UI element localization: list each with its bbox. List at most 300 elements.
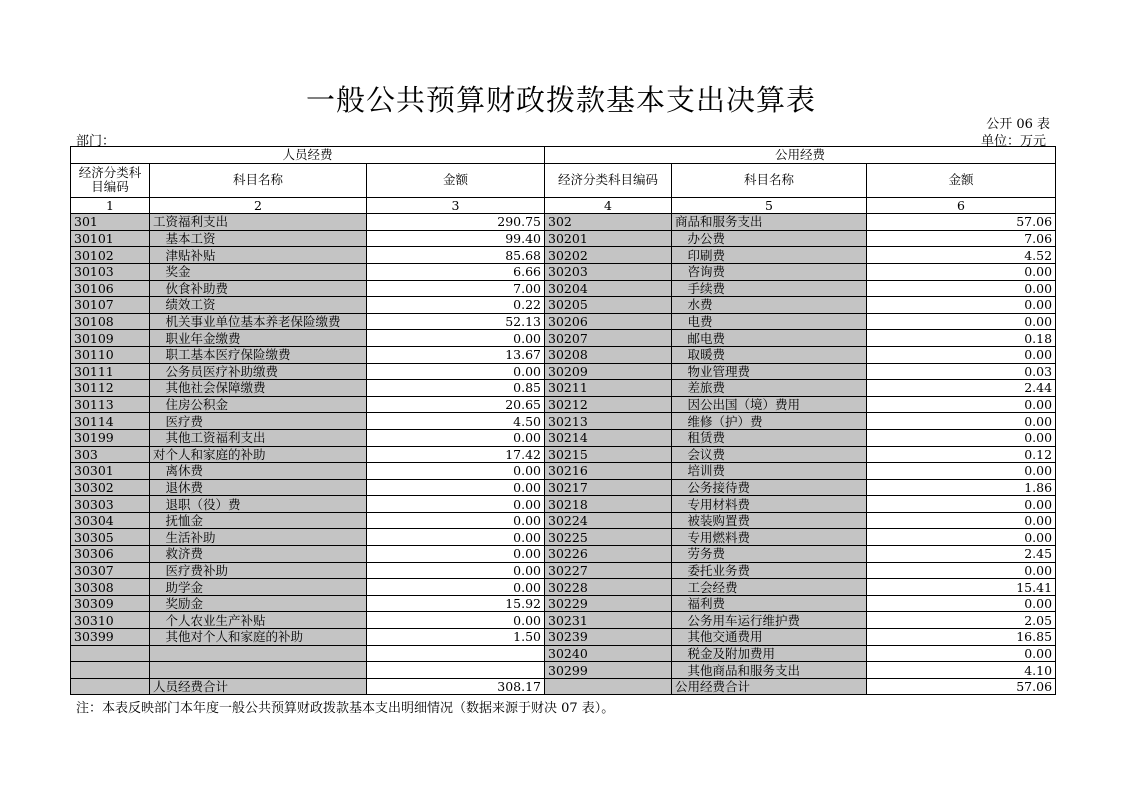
left-name-cell bbox=[150, 512, 367, 529]
department-label: 部门： bbox=[76, 134, 116, 149]
indent-spacer bbox=[675, 663, 688, 678]
column-number: 4 bbox=[545, 197, 672, 214]
right-code-cell: 30208 bbox=[545, 346, 672, 363]
right-name-text: 被装购置费 bbox=[687, 513, 751, 529]
left-amount-cell: 52.13 bbox=[367, 313, 545, 330]
indent-spacer bbox=[153, 480, 166, 495]
right-code-cell: 30211 bbox=[545, 380, 672, 397]
left-amount-cell: 4.50 bbox=[367, 413, 545, 430]
left-name-cell bbox=[150, 247, 367, 264]
right-code-cell: 302 bbox=[545, 214, 672, 231]
left-code-cell: 30307 bbox=[71, 562, 150, 579]
left-name-text: 职业年金缴费 bbox=[165, 330, 241, 346]
table-row bbox=[71, 297, 1056, 314]
indent-spacer bbox=[153, 563, 166, 578]
right-amount-cell: 0.00 bbox=[867, 496, 1056, 513]
indent-spacer bbox=[675, 331, 688, 346]
right-name-text: 委托业务费 bbox=[687, 562, 751, 578]
right-code-cell: 30206 bbox=[545, 313, 672, 330]
left-amount-cell: 0.00 bbox=[367, 363, 545, 380]
right-name-text: 咨询费 bbox=[687, 264, 726, 280]
right-code-cell: 30209 bbox=[545, 363, 672, 380]
right-name-text: 取暖费 bbox=[687, 347, 726, 363]
left-name-cell bbox=[150, 595, 367, 612]
right-name-cell bbox=[672, 396, 867, 413]
indent-spacer bbox=[675, 414, 688, 429]
left-name-text: 对个人和家庭的补助 bbox=[153, 446, 266, 462]
left-name-text: 其他工资福利支出 bbox=[165, 430, 266, 446]
amount-header-left: 金额 bbox=[367, 163, 545, 197]
left-code-cell: 30305 bbox=[71, 529, 150, 546]
right-name-cell bbox=[672, 247, 867, 264]
left-name-text: 绩效工资 bbox=[165, 297, 216, 313]
right-name-cell bbox=[672, 463, 867, 480]
left-amount-cell: 0.85 bbox=[367, 380, 545, 397]
right-name-cell bbox=[672, 629, 867, 646]
left-amount-cell: 290.75 bbox=[367, 214, 545, 231]
left-name-cell bbox=[150, 214, 367, 231]
left-name-text: 基本工资 bbox=[165, 231, 216, 247]
left-name-text: 救济费 bbox=[165, 546, 204, 562]
left-name-cell bbox=[150, 429, 367, 446]
left-amount-cell: 0.00 bbox=[367, 529, 545, 546]
right-code-cell: 30216 bbox=[545, 463, 672, 480]
right-name-cell bbox=[672, 612, 867, 629]
right-code-cell: 30201 bbox=[545, 230, 672, 247]
right-amount-cell: 7.06 bbox=[867, 230, 1056, 247]
personnel-total-label: 人员经费合计 bbox=[150, 678, 367, 695]
right-amount-cell: 0.03 bbox=[867, 363, 1056, 380]
left-code-cell: 30302 bbox=[71, 479, 150, 496]
left-amount-cell: 6.66 bbox=[367, 263, 545, 280]
right-code-cell: 30231 bbox=[545, 612, 672, 629]
table-row bbox=[71, 512, 1056, 529]
right-name-text: 其他商品和服务支出 bbox=[687, 662, 801, 678]
column-number: 6 bbox=[867, 197, 1056, 214]
table-row bbox=[71, 313, 1056, 330]
right-name-text: 物业管理费 bbox=[687, 363, 751, 379]
left-name-cell bbox=[150, 662, 367, 679]
indent-spacer bbox=[153, 347, 166, 362]
right-name-text: 维修（护）费 bbox=[687, 413, 763, 429]
right-code-cell: 30217 bbox=[545, 479, 672, 496]
unit-label: 单位：万元 bbox=[980, 134, 1046, 149]
indent-spacer bbox=[675, 497, 688, 512]
left-code-cell: 30306 bbox=[71, 546, 150, 563]
left-name-text: 津贴补贴 bbox=[165, 247, 216, 263]
indent-spacer bbox=[153, 530, 166, 545]
left-name-cell bbox=[150, 413, 367, 430]
left-name-text: 医疗费补助 bbox=[165, 562, 229, 578]
right-name-cell bbox=[672, 230, 867, 247]
left-name-cell bbox=[150, 645, 367, 662]
left-name-cell bbox=[150, 562, 367, 579]
left-name-cell bbox=[150, 446, 367, 463]
right-name-text: 其他交通费用 bbox=[687, 629, 763, 645]
left-name-text: 离休费 bbox=[165, 463, 204, 479]
right-name-text: 水费 bbox=[687, 297, 713, 313]
left-code-cell: 30101 bbox=[71, 230, 150, 247]
left-code-cell: 30310 bbox=[71, 612, 150, 629]
left-name-cell bbox=[150, 263, 367, 280]
right-name-cell bbox=[672, 280, 867, 297]
table-row bbox=[71, 645, 1056, 662]
right-code-cell: 30212 bbox=[545, 396, 672, 413]
left-name-cell bbox=[150, 313, 367, 330]
right-name-text: 劳务费 bbox=[687, 546, 726, 562]
right-name-cell bbox=[672, 363, 867, 380]
left-name-cell bbox=[150, 230, 367, 247]
column-number-row bbox=[71, 197, 1056, 214]
right-name-cell bbox=[672, 479, 867, 496]
indent-spacer bbox=[675, 248, 688, 263]
left-code-cell: 30199 bbox=[71, 429, 150, 446]
indent-spacer bbox=[153, 629, 166, 644]
indent-spacer bbox=[153, 596, 166, 611]
right-name-cell bbox=[672, 579, 867, 596]
left-amount-cell: 99.40 bbox=[367, 230, 545, 247]
right-amount-cell: 4.52 bbox=[867, 247, 1056, 264]
right-name-text: 电费 bbox=[687, 314, 713, 330]
left-amount-cell: 0.00 bbox=[367, 546, 545, 563]
indent-spacer bbox=[675, 314, 688, 329]
right-code-cell: 30239 bbox=[545, 629, 672, 646]
right-name-cell bbox=[672, 263, 867, 280]
section-header-row bbox=[71, 147, 1056, 164]
table-row bbox=[71, 429, 1056, 446]
left-amount-cell: 15.92 bbox=[367, 595, 545, 612]
left-code-cell: 30102 bbox=[71, 247, 150, 264]
left-code-cell: 30309 bbox=[71, 595, 150, 612]
left-name-text: 伙食补助费 bbox=[165, 280, 229, 296]
left-amount-cell: 0.22 bbox=[367, 297, 545, 314]
left-name-text: 奖励金 bbox=[165, 596, 204, 612]
public-total-label: 公用经费合计 bbox=[672, 678, 867, 695]
name-header-left: 科目名称 bbox=[150, 163, 367, 197]
right-name-cell bbox=[672, 662, 867, 679]
indent-spacer bbox=[153, 314, 166, 329]
right-code-cell: 30225 bbox=[545, 529, 672, 546]
right-name-text: 福利费 bbox=[687, 596, 726, 612]
right-name-text: 培训费 bbox=[687, 463, 726, 479]
column-number: 5 bbox=[672, 197, 867, 214]
right-name-text: 公务接待费 bbox=[687, 479, 751, 495]
right-name-cell bbox=[672, 313, 867, 330]
left-name-text: 个人农业生产补贴 bbox=[165, 612, 266, 628]
left-code-cell: 30109 bbox=[71, 330, 150, 347]
right-name-text: 专用材料费 bbox=[687, 496, 751, 512]
right-name-cell bbox=[672, 512, 867, 529]
right-amount-cell: 1.86 bbox=[867, 479, 1056, 496]
left-code-cell: 30112 bbox=[71, 380, 150, 397]
left-code-cell: 303 bbox=[71, 446, 150, 463]
right-name-text: 差旅费 bbox=[687, 380, 726, 396]
table-number: 公开 06 表 bbox=[986, 117, 1050, 132]
indent-spacer bbox=[153, 430, 166, 445]
left-code-cell: 301 bbox=[71, 214, 150, 231]
right-amount-cell: 0.18 bbox=[867, 330, 1056, 347]
left-amount-cell: 0.00 bbox=[367, 479, 545, 496]
left-code-cell: 30114 bbox=[71, 413, 150, 430]
table-row bbox=[71, 529, 1056, 546]
right-name-cell bbox=[672, 380, 867, 397]
left-name-text: 机关事业单位基本养老保险缴费 bbox=[165, 314, 341, 330]
left-amount-cell: 0.00 bbox=[367, 512, 545, 529]
right-amount-cell: 0.00 bbox=[867, 595, 1056, 612]
indent-spacer bbox=[675, 480, 688, 495]
public-total-value: 57.06 bbox=[867, 678, 1056, 695]
indent-spacer bbox=[675, 563, 688, 578]
left-name-text: 抚恤金 bbox=[165, 513, 204, 529]
indent-spacer bbox=[153, 546, 166, 561]
table-row bbox=[71, 595, 1056, 612]
right-code-cell: 30203 bbox=[545, 263, 672, 280]
right-name-cell bbox=[672, 297, 867, 314]
right-name-cell bbox=[672, 595, 867, 612]
table-row bbox=[71, 263, 1056, 280]
right-name-text: 办公费 bbox=[687, 231, 726, 247]
table-row bbox=[71, 230, 1056, 247]
column-number: 1 bbox=[71, 197, 150, 214]
left-amount-cell bbox=[367, 645, 545, 662]
right-code-cell: 30207 bbox=[545, 330, 672, 347]
indent-spacer bbox=[153, 297, 166, 312]
column-number: 3 bbox=[367, 197, 545, 214]
right-name-cell bbox=[672, 546, 867, 563]
table-row bbox=[71, 214, 1056, 231]
indent-spacer bbox=[153, 331, 166, 346]
indent-spacer bbox=[675, 513, 688, 528]
indent-spacer bbox=[675, 613, 688, 628]
left-amount-cell: 0.00 bbox=[367, 496, 545, 513]
right-code-cell: 30218 bbox=[545, 496, 672, 513]
right-amount-cell: 0.00 bbox=[867, 263, 1056, 280]
name-header-right: 科目名称 bbox=[672, 163, 867, 197]
table-row bbox=[71, 380, 1056, 397]
left-code-cell: 30110 bbox=[71, 346, 150, 363]
left-name-cell bbox=[150, 529, 367, 546]
right-amount-cell: 0.00 bbox=[867, 313, 1056, 330]
left-name-text: 生活补助 bbox=[165, 529, 216, 545]
left-name-cell bbox=[150, 346, 367, 363]
table-row bbox=[71, 579, 1056, 596]
right-name-cell bbox=[672, 413, 867, 430]
right-code-cell: 30229 bbox=[545, 595, 672, 612]
right-amount-cell: 0.00 bbox=[867, 429, 1056, 446]
left-code-cell: 30107 bbox=[71, 297, 150, 314]
left-code-cell: 30106 bbox=[71, 280, 150, 297]
right-code-cell: 30228 bbox=[545, 579, 672, 596]
left-amount-cell: 20.65 bbox=[367, 396, 545, 413]
left-name-cell bbox=[150, 396, 367, 413]
left-name-text: 奖金 bbox=[165, 264, 191, 280]
right-name-text: 邮电费 bbox=[687, 330, 726, 346]
left-name-cell bbox=[150, 496, 367, 513]
page-title: 一般公共预算财政拨款基本支出决算表 bbox=[305, 83, 816, 117]
right-amount-cell: 0.00 bbox=[867, 413, 1056, 430]
table-row bbox=[71, 546, 1056, 563]
table-row bbox=[71, 247, 1056, 264]
left-name-text: 医疗费 bbox=[165, 413, 204, 429]
column-header-row bbox=[71, 163, 1056, 197]
indent-spacer bbox=[675, 596, 688, 611]
left-amount-cell: 0.00 bbox=[367, 463, 545, 480]
indent-spacer bbox=[153, 380, 166, 395]
left-name-cell bbox=[150, 297, 367, 314]
right-name-cell bbox=[672, 330, 867, 347]
indent-spacer bbox=[153, 281, 166, 296]
right-code-cell: 30299 bbox=[545, 662, 672, 679]
indent-spacer bbox=[675, 430, 688, 445]
indent-spacer bbox=[675, 397, 688, 412]
indent-spacer bbox=[153, 463, 166, 478]
left-code-cell: 30103 bbox=[71, 263, 150, 280]
table-row bbox=[71, 612, 1056, 629]
left-name-cell bbox=[150, 579, 367, 596]
left-amount-cell: 85.68 bbox=[367, 247, 545, 264]
left-code-cell: 30301 bbox=[71, 463, 150, 480]
column-number: 2 bbox=[150, 197, 367, 214]
indent-spacer bbox=[675, 364, 688, 379]
right-name-cell bbox=[672, 446, 867, 463]
left-code-cell: 30399 bbox=[71, 629, 150, 646]
table-row bbox=[71, 662, 1056, 679]
right-amount-cell: 0.00 bbox=[867, 645, 1056, 662]
right-amount-cell: 4.10 bbox=[867, 662, 1056, 679]
right-name-cell bbox=[672, 429, 867, 446]
right-amount-cell: 0.12 bbox=[867, 446, 1056, 463]
right-name-text: 专用燃料费 bbox=[687, 529, 751, 545]
table-row bbox=[71, 346, 1056, 363]
left-amount-cell: 0.00 bbox=[367, 330, 545, 347]
table-row bbox=[71, 396, 1056, 413]
left-name-text: 退职（役）费 bbox=[165, 496, 241, 512]
left-name-cell bbox=[150, 479, 367, 496]
left-name-cell bbox=[150, 463, 367, 480]
right-name-text: 工会经费 bbox=[687, 579, 738, 595]
table-row bbox=[71, 413, 1056, 430]
right-amount-cell: 0.00 bbox=[867, 562, 1056, 579]
indent-spacer bbox=[675, 347, 688, 362]
code-header-left: 经济分类科目编码 bbox=[71, 163, 150, 197]
left-code-cell: 30111 bbox=[71, 363, 150, 380]
indent-spacer bbox=[675, 264, 688, 279]
table-row bbox=[71, 280, 1056, 297]
right-name-text: 公务用车运行维护费 bbox=[687, 612, 801, 628]
left-code-cell bbox=[71, 645, 150, 662]
right-amount-cell: 0.00 bbox=[867, 280, 1056, 297]
left-name-cell bbox=[150, 280, 367, 297]
right-name-text: 手续费 bbox=[687, 280, 726, 296]
right-name-text: 商品和服务支出 bbox=[675, 214, 763, 230]
right-name-cell bbox=[672, 562, 867, 579]
personnel-total-value: 308.17 bbox=[367, 678, 545, 695]
left-code-cell: 30304 bbox=[71, 512, 150, 529]
left-amount-cell: 0.00 bbox=[367, 612, 545, 629]
right-code-cell: 30215 bbox=[545, 446, 672, 463]
right-amount-cell: 0.00 bbox=[867, 297, 1056, 314]
personnel-header: 人员经费 bbox=[71, 147, 545, 164]
indent-spacer bbox=[675, 297, 688, 312]
table-row bbox=[71, 330, 1056, 347]
right-name-cell bbox=[672, 645, 867, 662]
left-amount-cell: 13.67 bbox=[367, 346, 545, 363]
indent-spacer bbox=[153, 397, 166, 412]
indent-spacer bbox=[675, 380, 688, 395]
indent-spacer bbox=[153, 231, 166, 246]
left-amount-cell: 0.00 bbox=[367, 429, 545, 446]
right-name-text: 租赁费 bbox=[687, 430, 726, 446]
right-code-cell: 30227 bbox=[545, 562, 672, 579]
right-code-cell: 30204 bbox=[545, 280, 672, 297]
left-name-cell bbox=[150, 363, 367, 380]
indent-spacer bbox=[675, 580, 688, 595]
right-amount-cell: 0.00 bbox=[867, 463, 1056, 480]
left-amount-cell: 0.00 bbox=[367, 579, 545, 596]
indent-spacer bbox=[675, 447, 688, 462]
left-name-text: 工资福利支出 bbox=[153, 214, 229, 230]
indent-spacer bbox=[675, 646, 688, 661]
indent-spacer bbox=[153, 580, 166, 595]
indent-spacer bbox=[153, 264, 166, 279]
right-name-cell bbox=[672, 529, 867, 546]
left-amount-cell: 17.42 bbox=[367, 446, 545, 463]
table-row bbox=[71, 446, 1056, 463]
left-amount-cell: 0.00 bbox=[367, 562, 545, 579]
right-code-cell: 30226 bbox=[545, 546, 672, 563]
right-code-cell: 30214 bbox=[545, 429, 672, 446]
left-name-cell bbox=[150, 629, 367, 646]
left-code-cell: 30108 bbox=[71, 313, 150, 330]
right-amount-cell: 0.00 bbox=[867, 529, 1056, 546]
right-name-cell bbox=[672, 214, 867, 231]
indent-spacer bbox=[675, 231, 688, 246]
right-amount-cell: 16.85 bbox=[867, 629, 1056, 646]
footnote: 注：本表反映部门本年度一般公共预算财政拨款基本支出明细情况（数据来源于财决 07 表）。 bbox=[76, 701, 615, 716]
right-code-cell: 30202 bbox=[545, 247, 672, 264]
right-amount-cell: 0.00 bbox=[867, 512, 1056, 529]
expenditure-table bbox=[70, 146, 1056, 695]
table-row bbox=[71, 629, 1056, 646]
table-row bbox=[71, 463, 1056, 480]
left-name-text: 退休费 bbox=[165, 479, 204, 495]
right-amount-cell: 0.00 bbox=[867, 346, 1056, 363]
indent-spacer bbox=[153, 613, 166, 628]
table-row bbox=[71, 363, 1056, 380]
right-amount-cell: 2.44 bbox=[867, 380, 1056, 397]
right-amount-cell: 15.41 bbox=[867, 579, 1056, 596]
indent-spacer bbox=[153, 364, 166, 379]
table-row bbox=[71, 496, 1056, 513]
right-code-cell: 30224 bbox=[545, 512, 672, 529]
indent-spacer bbox=[675, 463, 688, 478]
right-amount-cell: 0.00 bbox=[867, 396, 1056, 413]
left-name-cell bbox=[150, 612, 367, 629]
right-amount-cell: 2.45 bbox=[867, 546, 1056, 563]
left-name-cell bbox=[150, 546, 367, 563]
public-header: 公用经费 bbox=[545, 147, 1056, 164]
right-code-cell: 30240 bbox=[545, 645, 672, 662]
left-name-text: 其他社会保障缴费 bbox=[165, 380, 266, 396]
indent-spacer bbox=[153, 513, 166, 528]
totals-right-code-cell bbox=[545, 678, 672, 695]
right-name-text: 印刷费 bbox=[687, 247, 726, 263]
right-name-text: 税金及附加费用 bbox=[687, 645, 776, 661]
left-name-text: 职工基本医疗保险缴费 bbox=[165, 347, 291, 363]
table-row bbox=[71, 562, 1056, 579]
indent-spacer bbox=[153, 497, 166, 512]
left-code-cell: 30303 bbox=[71, 496, 150, 513]
